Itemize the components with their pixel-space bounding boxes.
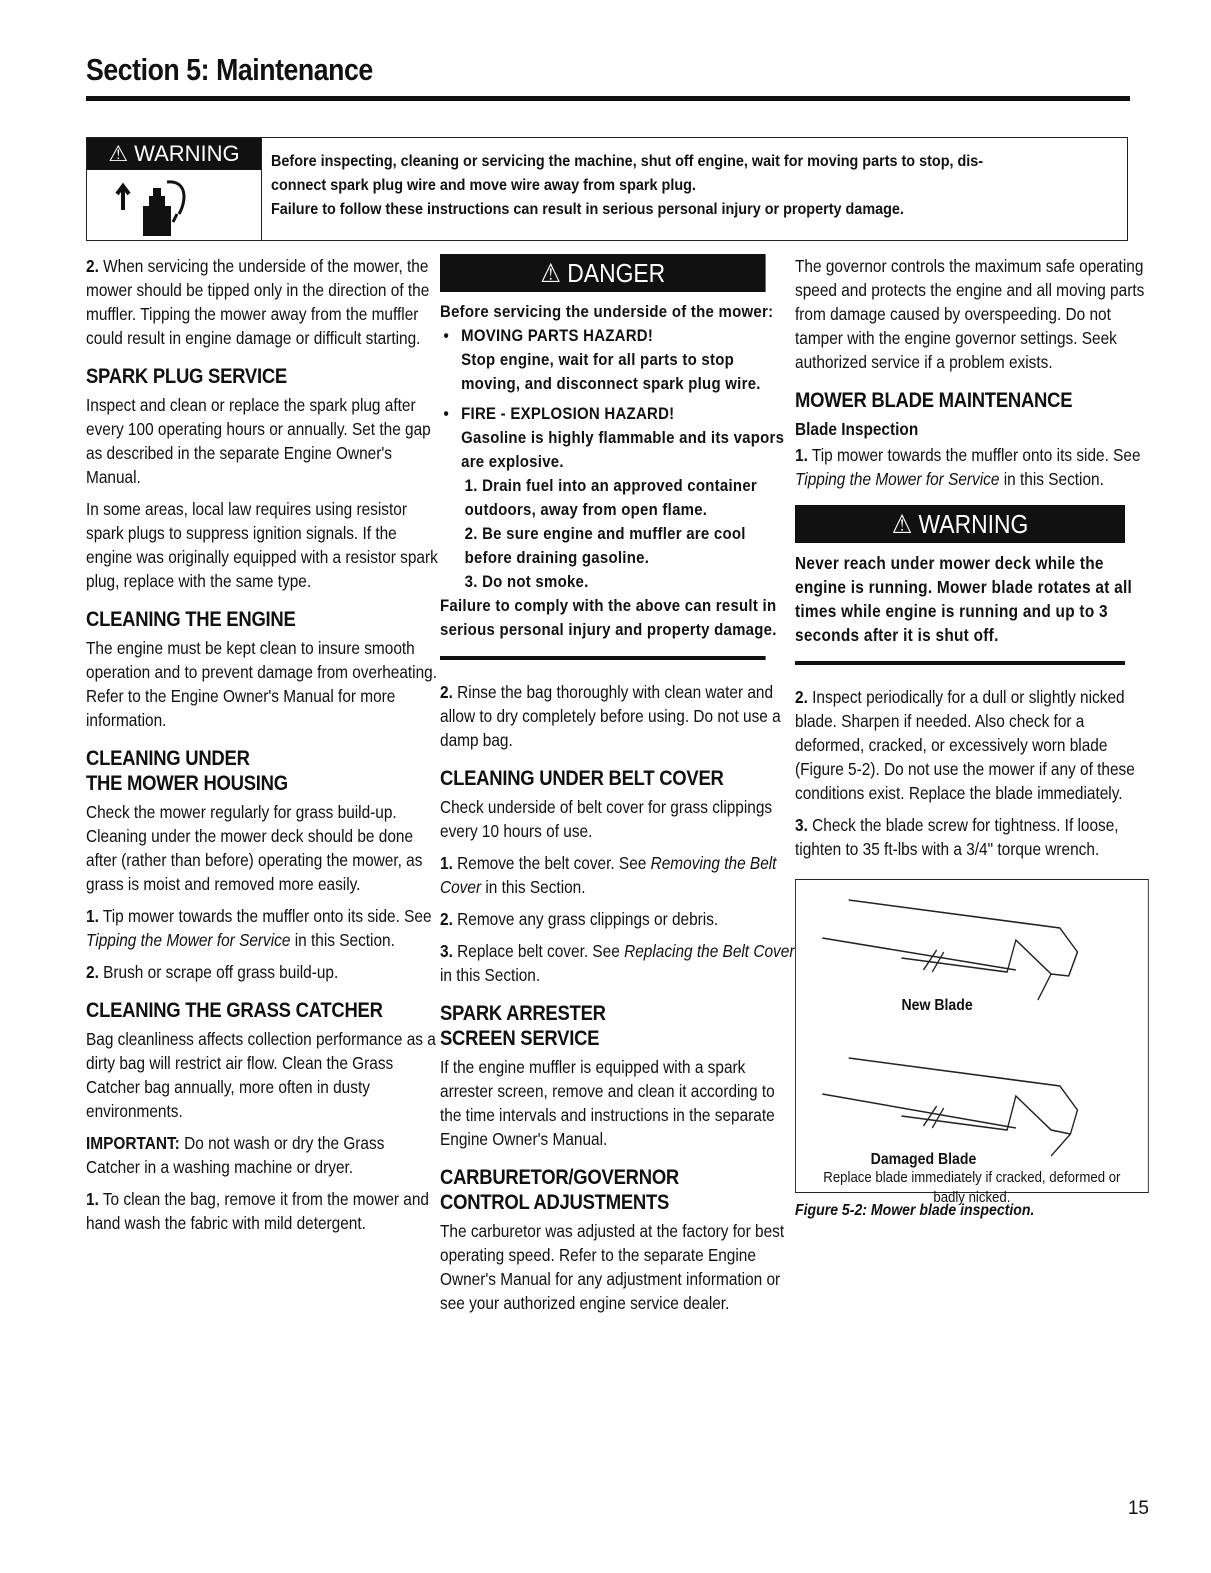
hazard-step: 3. Do not smoke. bbox=[464, 572, 589, 591]
heading-spark-plug: SPARK PLUG SERVICE bbox=[86, 365, 287, 388]
column-3 bbox=[795, 254, 1157, 1223]
step-number: 3. bbox=[795, 815, 808, 835]
step bbox=[86, 904, 441, 952]
page-title: Section 5: Maintenance bbox=[86, 52, 373, 87]
paragraph: The engine must be kept clean to insure smooth operation and to prevent damage from overheating. Refer to the Engine Owner's Manual for more information. bbox=[86, 638, 438, 730]
step bbox=[440, 680, 797, 752]
step-text: in this Section. bbox=[294, 930, 395, 950]
danger-bullet: • MOVING PARTS HAZARD! bbox=[443, 326, 654, 345]
new-blade-icon bbox=[822, 900, 1077, 1000]
warning-line: Failure to follow these instructions can result in serious personal injury or property damage. bbox=[271, 201, 904, 218]
step bbox=[440, 939, 797, 987]
paragraph: Inspect and clean or replace the spark plug after every 100 operating hours or annually. Set the gap as described in the separate Engine Owner's Manual. bbox=[86, 395, 431, 487]
paragraph: The governor controls the maximum safe operating speed and protects the engine and all moving parts from damage caused by overspeeding. Do not tamper with the engine governor settings. Seek authorized service if a problem exists. bbox=[795, 256, 1145, 372]
blade-illustration bbox=[796, 880, 1148, 1192]
figure-caption: Figure 5-2: Mower blade inspection. bbox=[795, 1202, 1035, 1219]
step-number: 2. bbox=[440, 909, 453, 929]
step bbox=[86, 1187, 441, 1235]
step-number: 2. bbox=[440, 682, 453, 702]
cross-reference: Tipping the Mower for Service bbox=[795, 469, 1000, 489]
step-text: When servicing the underside of the mower, the mower should be tipped only in the direction of the muffler. Tipping the mower away from the muffler could result in engine damage or difficult starting. bbox=[86, 256, 430, 348]
heading-belt-cover: CLEANING UNDER BELT COVER bbox=[440, 767, 724, 790]
cross-reference: Removing the Belt Cover bbox=[440, 853, 777, 897]
heading-spark-arrester: SPARK ARRESTER bbox=[440, 1002, 606, 1025]
paragraph: In some areas, local law requires using resistor spark plugs to suppress ignition signals. If the engine was originally equipped with a resistor spark plug, replace with the same type. bbox=[86, 499, 438, 591]
step-number: 2. bbox=[86, 962, 99, 982]
danger-consequence: Failure to comply with the above can result in serious personal injury and property damage. bbox=[440, 596, 777, 639]
paragraph: The carburetor was adjusted at the factory for best operating speed. Refer to the separate Engine Owner's Manual for any adjustment information or see your authorized engine service dealer. bbox=[440, 1221, 785, 1313]
heading-cleaning-engine: CLEANING THE ENGINE bbox=[86, 608, 296, 631]
warning-line: Before inspecting, cleaning or servicing the machine, shut off engine, wait for moving parts to stop, dis- bbox=[271, 153, 984, 170]
warning-symbol-panel bbox=[87, 138, 262, 240]
title-rule bbox=[86, 96, 1130, 101]
heading-blade-maintenance: MOWER BLADE MAINTENANCE bbox=[795, 389, 1073, 412]
hazard-heading: MOVING PARTS HAZARD! bbox=[461, 326, 654, 345]
damaged-blade-label: Damaged Blade bbox=[870, 1151, 977, 1168]
hazard-text: Stop engine, wait for all parts to stop moving, and disconnect spark plug wire. bbox=[461, 350, 761, 393]
heading-screen-service: SCREEN SERVICE bbox=[440, 1027, 600, 1050]
step-number: 1. bbox=[86, 1189, 99, 1209]
danger-text bbox=[440, 300, 797, 642]
step-text: Rinse the bag thoroughly with clean water and allow to dry completely before using. Do not use a damp bag. bbox=[440, 682, 781, 750]
blade-figure bbox=[795, 879, 1149, 1206]
new-blade-label: New Blade bbox=[901, 997, 973, 1014]
step-text: in this Section. bbox=[440, 965, 541, 985]
heading-control-adjustments: CONTROL ADJUSTMENTS bbox=[440, 1191, 670, 1214]
step-text: in this Section. bbox=[1003, 469, 1104, 489]
step-text: Brush or scrape off grass build-up. bbox=[103, 962, 339, 982]
hazard-heading: FIRE - EXPLOSION HAZARD! bbox=[461, 404, 675, 423]
heading-cleaning-under: CLEANING UNDER bbox=[86, 747, 250, 770]
paragraph: Check underside of belt cover for grass clippings every 10 hours of use. bbox=[440, 797, 773, 841]
step bbox=[86, 960, 441, 984]
important-note bbox=[86, 1131, 441, 1179]
important-text: Do not wash or dry the Grass Catcher in a washing machine or dryer. bbox=[86, 1133, 385, 1177]
heading-blade-inspection: Blade Inspection bbox=[795, 419, 919, 439]
step-text: Tip mower towards the muffler onto its side. See bbox=[102, 906, 432, 926]
step-number: 2. bbox=[795, 687, 808, 707]
spark-plug-wire-icon bbox=[87, 170, 261, 240]
step bbox=[795, 813, 1152, 861]
figure-note: Replace blade immediately if cracked, deformed or badly nicked. bbox=[823, 1169, 1121, 1206]
step-text: Remove the belt cover. See bbox=[457, 853, 647, 873]
heading-mower-housing: THE MOWER HOUSING bbox=[86, 772, 288, 795]
hazard-step: 2. Be sure engine and muffler are cool before draining gasoline. bbox=[464, 524, 746, 567]
step-number: 1. bbox=[440, 853, 453, 873]
warning-line: connect spark plug wire and move wire away from spark plug. bbox=[271, 177, 696, 194]
paragraph: If the engine muffler is equipped with a spark arrester screen, remove and clean it according to the time intervals and instructions in the separate Engine Owner's Manual. bbox=[440, 1057, 775, 1149]
step-number: 1. bbox=[86, 906, 99, 926]
column-2 bbox=[440, 254, 802, 1323]
warning-label: ⚠ WARNING bbox=[87, 138, 261, 170]
important-label: IMPORTANT: bbox=[86, 1133, 180, 1153]
step-text: Replace belt cover. See bbox=[457, 941, 620, 961]
heading-grass-catcher: CLEANING THE GRASS CATCHER bbox=[86, 999, 383, 1022]
danger-label: ⚠ DANGER bbox=[440, 254, 766, 292]
heading-carburetor: CARBURETOR/GOVERNOR bbox=[440, 1166, 680, 1189]
tipping-paragraph bbox=[86, 254, 441, 350]
danger-bullet: • FIRE - EXPLOSION HAZARD! bbox=[443, 404, 675, 423]
warning-box bbox=[86, 137, 1128, 241]
step-number: 2. bbox=[86, 256, 99, 276]
step bbox=[795, 443, 1152, 491]
step-number: 3. bbox=[440, 941, 453, 961]
step bbox=[440, 907, 797, 931]
hazard-text: Gasoline is highly flammable and its vapors are explosive. bbox=[461, 428, 785, 471]
danger-intro: Before servicing the underside of the mower: bbox=[440, 302, 774, 321]
divider bbox=[440, 656, 766, 660]
cross-reference: Replacing the Belt Cover bbox=[624, 941, 795, 961]
warning-text: Never reach under mower deck while the engine is running. Mower blade rotates at all times while engine is running and up to 3 seconds after it is shut off. bbox=[795, 553, 1133, 645]
damaged-blade-icon bbox=[822, 1058, 1077, 1156]
divider bbox=[795, 661, 1125, 665]
step-text: Remove any grass clippings or debris. bbox=[457, 909, 719, 929]
step bbox=[795, 685, 1152, 805]
step-text: To clean the bag, remove it from the mower and hand wash the fabric with mild detergent. bbox=[86, 1189, 429, 1233]
hazard-step: 1. Drain fuel into an approved container outdoors, away from open flame. bbox=[464, 476, 757, 519]
warning-label: ⚠ WARNING bbox=[795, 505, 1125, 543]
column-1 bbox=[86, 254, 446, 1243]
step-text: Check the blade screw for tightness. If loose, tighten to 35 ft-lbs with a 3/4" torque wrench. bbox=[795, 815, 1119, 859]
page-number: 15 bbox=[1127, 1498, 1149, 1519]
step-text: in this Section. bbox=[485, 877, 586, 897]
paragraph: Check the mower regularly for grass build-up. Cleaning under the mower deck should be done after (rather than before) operating the mower, as grass is moist and removed more easily. bbox=[86, 802, 423, 894]
paragraph: Bag cleanliness affects collection performance as a dirty bag will restrict air flow. Clean the Grass Catcher bag annually, more often in dusty environments. bbox=[86, 1029, 436, 1121]
cross-reference: Tipping the Mower for Service bbox=[86, 930, 291, 950]
step-text: Tip mower towards the muffler onto its side. See bbox=[811, 445, 1141, 465]
warning-text bbox=[271, 150, 1036, 222]
step bbox=[440, 851, 797, 899]
step-number: 1. bbox=[795, 445, 808, 465]
step-text: Inspect periodically for a dull or slightly nicked blade. Sharpen if needed. Also check for a deformed, cracked, or excessively worn blade (Figure 5-2). Do not use the mower if any of these conditions exist. Replace the blade immediately. bbox=[795, 687, 1135, 803]
